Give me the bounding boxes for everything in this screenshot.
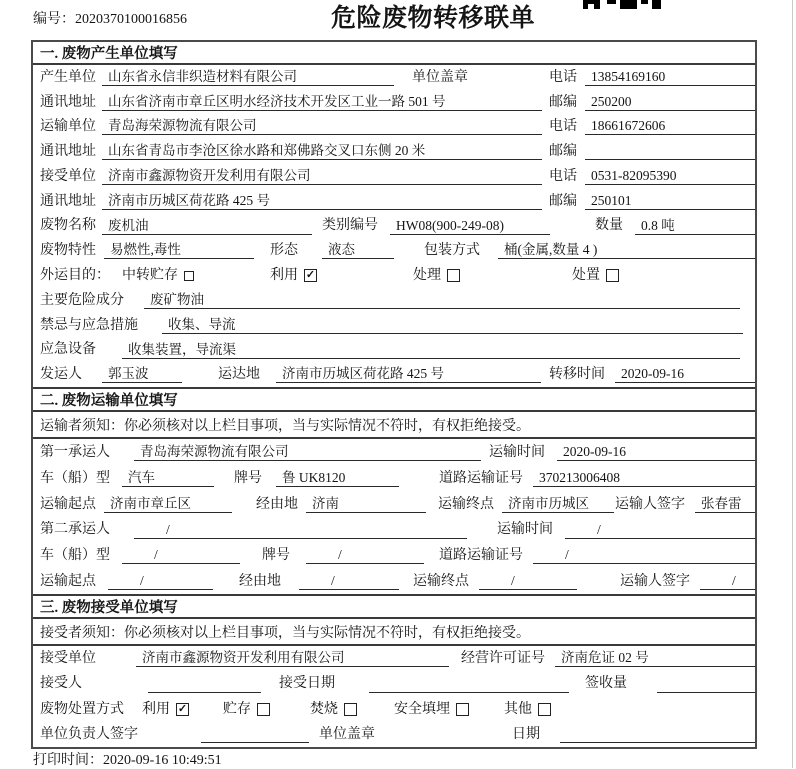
- form-row: [33, 164, 755, 189]
- destination-field: 济南市历城区荷花路 425 号: [276, 365, 541, 383]
- qr-block: [620, 0, 637, 9]
- plate-number-label: 牌号: [234, 470, 262, 486]
- form-row: [33, 568, 755, 594]
- option-incinerate-label: 焚烧: [310, 701, 338, 717]
- transporter-postcode-field: [585, 142, 755, 160]
- destination-label: 运达地: [218, 367, 260, 383]
- first-carrier-field: 青岛海荣源物流有限公司: [134, 443, 481, 461]
- form-row: [33, 543, 755, 569]
- postcode-label: 邮编: [549, 144, 577, 160]
- form-row: [33, 65, 755, 90]
- carrier-signature-field: /: [700, 572, 755, 590]
- via-field: /: [299, 572, 399, 590]
- qr-block: [607, 0, 616, 4]
- producer-postcode-field: 250200: [585, 93, 755, 111]
- carrier-signature-label: 运输人签字: [620, 574, 690, 590]
- section2-header: 二. 废物运输单位填写: [33, 387, 755, 412]
- phone-label: 电话: [549, 69, 577, 85]
- checkbox-transfer-storage: [184, 271, 194, 281]
- checkbox-incinerate: [344, 703, 357, 716]
- producer-address-label: 通讯地址: [40, 94, 96, 110]
- second-carrier-label: 第二承运人: [40, 522, 110, 538]
- section2-body: [33, 439, 755, 594]
- transport-end-field: /: [479, 572, 577, 590]
- accepting-person-field: [148, 675, 261, 693]
- phone-label: 电话: [549, 119, 577, 135]
- carrier-signature-label: 运输人签字: [615, 496, 685, 512]
- checkbox-dispose: [606, 269, 619, 282]
- emergency-equipment-label: 应急设备: [40, 342, 96, 358]
- producer-unit-field: 山东省永信非织造材料有限公司: [102, 68, 394, 86]
- option-utilize-label: 利用: [270, 268, 298, 284]
- receiver-notice: 接受者须知：你必须核对以上栏目事项，当与实际情况不符时，有权拒绝接受。: [33, 619, 755, 646]
- responsible-signature-label: 单位负责人签字: [40, 726, 138, 742]
- producer-phone-field: 13854169160: [585, 68, 755, 86]
- manifest-form: [31, 40, 757, 749]
- waste-property-label: 废物特性: [40, 243, 96, 259]
- physical-form-field: 液态: [322, 241, 394, 259]
- form-row: [33, 517, 755, 543]
- vehicle-type-label: 车（船）型: [40, 470, 110, 486]
- print-time-value: 2020-09-16 10:49:51: [103, 753, 222, 768]
- form-title: 危险废物转移联单: [331, 5, 536, 32]
- category-code-field: HW08(900-249-08): [390, 217, 550, 235]
- via-label: 经由地: [256, 496, 298, 512]
- form-row: [33, 288, 755, 313]
- first-carrier-label: 第一承运人: [40, 445, 110, 461]
- section1-header: 一. 废物产生单位填写: [33, 42, 755, 65]
- checkbox-treat: [447, 269, 460, 282]
- checkbox-utilize: ✓: [177, 702, 188, 715]
- vehicle-type-field: 汽车: [122, 469, 214, 487]
- license-number-field: 济南危证 02 号: [555, 649, 755, 667]
- transporter-unit-label: 运输单位: [40, 119, 96, 135]
- option-other-label: 其他: [504, 701, 532, 717]
- transport-end-label: 运输终点: [438, 496, 494, 512]
- form-row: [33, 646, 755, 671]
- vehicle-type-label: 车（船）型: [40, 548, 110, 564]
- transporter-phone-field: 18661672606: [585, 117, 755, 135]
- receiver-unit-field: 济南市鑫源物资开发利用有限公司: [102, 167, 542, 185]
- road-permit-field: /: [533, 546, 755, 564]
- emergency-equipment-field: 收集装置，导流渠: [122, 341, 740, 359]
- quantity-label: 数量: [595, 218, 623, 234]
- transfer-time-field: 2020-09-16: [615, 365, 755, 383]
- category-code-label: 类别编号: [322, 218, 378, 234]
- option-landfill-label: 安全填埋: [394, 701, 450, 717]
- hazard-component-label: 主要危险成分: [40, 292, 124, 308]
- transport-origin-field: /: [108, 572, 213, 590]
- road-permit-label: 道路运输证号: [439, 470, 523, 486]
- accept-date-field: [369, 675, 569, 693]
- serial-value: 2020370100016856: [75, 12, 187, 27]
- transport-end-label: 运输终点: [413, 574, 469, 590]
- serial-label: 编号：: [33, 12, 75, 27]
- license-number-label: 经营许可证号: [461, 651, 545, 667]
- qr-code-fragment: [583, 0, 661, 10]
- print-time-label: 打印时间：: [33, 753, 103, 768]
- unit-seal-label: 单位盖章: [412, 69, 468, 85]
- transport-origin-label: 运输起点: [40, 496, 96, 512]
- packaging-field: 桶(金属,数量 4 ): [498, 241, 755, 259]
- transport-origin-field: 济南市章丘区: [104, 495, 232, 513]
- form-row: [33, 90, 755, 115]
- disposal-method-label: 废物处置方式: [40, 701, 124, 717]
- receiver-postcode-field: 250101: [585, 192, 755, 210]
- option-utilize-label: 利用: [142, 701, 170, 717]
- transporter-address-field: 山东省青岛市李沧区徐水路和郑佛路交叉口东侧 20 米: [102, 142, 542, 160]
- plate-number-label: 牌号: [262, 548, 290, 564]
- option-transfer-storage-label: 中转贮存: [122, 268, 178, 284]
- checkbox-landfill: [456, 703, 469, 716]
- qr-block: [652, 0, 661, 9]
- road-permit-label: 道路运输证号: [439, 548, 523, 564]
- received-quantity-label: 签收量: [585, 676, 627, 692]
- form-row: [33, 139, 755, 164]
- accepting-person-label: 接受人: [40, 676, 82, 692]
- vehicle-type-field: /: [122, 546, 240, 564]
- physical-form-label: 形态: [270, 243, 298, 259]
- section1-body: [33, 65, 755, 387]
- outbound-purpose-label: 外运目的：: [40, 268, 110, 284]
- form-row: [33, 313, 755, 338]
- section3-body: [33, 646, 755, 747]
- accept-date-label: 接受日期: [279, 676, 335, 692]
- packaging-label: 包装方式: [424, 243, 480, 259]
- second-carrier-field: /: [134, 521, 467, 539]
- producer-unit-label: 产生单位: [40, 69, 96, 85]
- receiver-address-label: 通讯地址: [40, 193, 96, 209]
- road-permit-field: 370213006408: [533, 469, 755, 487]
- option-store-label: 贮存: [223, 701, 251, 717]
- carrier-signature-field: 张春雷: [695, 495, 755, 513]
- form-row: [33, 439, 755, 465]
- waste-name-label: 废物名称: [40, 218, 96, 234]
- receiver-phone-field: 0531-82095390: [585, 167, 755, 185]
- accepting-unit-label: 接受单位: [40, 651, 96, 667]
- postcode-label: 邮编: [549, 94, 577, 110]
- received-quantity-field: [657, 675, 755, 693]
- plate-number-field: 鲁 UK8120: [276, 469, 399, 487]
- checkbox-other: [538, 703, 551, 716]
- transport-time-field: 2020-09-16: [557, 443, 755, 461]
- form-row: [33, 671, 755, 696]
- receiver-address-field: 济南市历城区荷花路 425 号: [102, 192, 542, 210]
- via-field: 济南: [306, 495, 426, 513]
- phone-label: 电话: [549, 168, 577, 184]
- qr-block: [588, 4, 594, 9]
- hazard-component-field: 废矿物油: [144, 291, 740, 309]
- plate-number-field: /: [306, 546, 424, 564]
- checkbox-utilize: ✓: [305, 269, 316, 282]
- date-field: [560, 725, 755, 743]
- transfer-time-label: 转移时间: [549, 367, 605, 383]
- form-row: [33, 115, 755, 140]
- form-row: [33, 239, 755, 264]
- form-row: [33, 465, 755, 491]
- via-label: 经由地: [239, 574, 281, 590]
- waste-property-field: 易燃性,毒性: [104, 241, 254, 259]
- page-edge-line: [792, 0, 793, 768]
- transport-end-field: 济南市历城区: [502, 495, 614, 513]
- date-label: 日期: [512, 726, 540, 742]
- waste-name-field: 废机油: [102, 217, 312, 235]
- form-row: [33, 214, 755, 239]
- producer-address-field: 山东省济南市章丘区明水经济技术开发区工业一路 501 号: [102, 93, 542, 111]
- accepting-unit-field: 济南市鑫源物资开发利用有限公司: [136, 649, 449, 667]
- responsible-signature-field: [201, 725, 309, 743]
- form-row: [33, 338, 755, 363]
- receiver-unit-label: 接受单位: [40, 168, 96, 184]
- contraindication-label: 禁忌与应急措施: [40, 317, 138, 333]
- transport-time-label: 运输时间: [489, 445, 545, 461]
- form-row: [33, 697, 755, 722]
- form-row: [33, 189, 755, 214]
- transporter-notice: 运输者须知：你必须核对以上栏目事项，当与实际情况不符时，有权拒绝接受。: [33, 412, 755, 439]
- shipper-field: 郭玉波: [102, 365, 182, 383]
- form-row: [33, 263, 755, 288]
- form-row: [33, 491, 755, 517]
- transporter-address-label: 通讯地址: [40, 144, 96, 160]
- section3-header: 三. 废物接受单位填写: [33, 594, 755, 619]
- contraindication-field: 收集、导流: [162, 316, 743, 334]
- transport-time-label: 运输时间: [497, 522, 553, 538]
- transport-time-field: /: [565, 521, 755, 539]
- form-row: [33, 363, 755, 388]
- shipper-label: 发运人: [40, 367, 82, 383]
- qr-block: [641, 0, 648, 4]
- transport-origin-label: 运输起点: [40, 574, 96, 590]
- print-time: [33, 749, 222, 769]
- option-dispose-label: 处置: [572, 268, 600, 284]
- transporter-unit-field: 青岛海荣源物流有限公司: [102, 117, 542, 135]
- unit-seal-label: 单位盖章: [319, 726, 375, 742]
- option-treat-label: 处理: [413, 268, 441, 284]
- form-row: [33, 722, 755, 747]
- checkbox-store: [257, 703, 270, 716]
- serial-number: [33, 8, 187, 28]
- quantity-field: 0.8 吨: [635, 217, 755, 235]
- postcode-label: 邮编: [549, 193, 577, 209]
